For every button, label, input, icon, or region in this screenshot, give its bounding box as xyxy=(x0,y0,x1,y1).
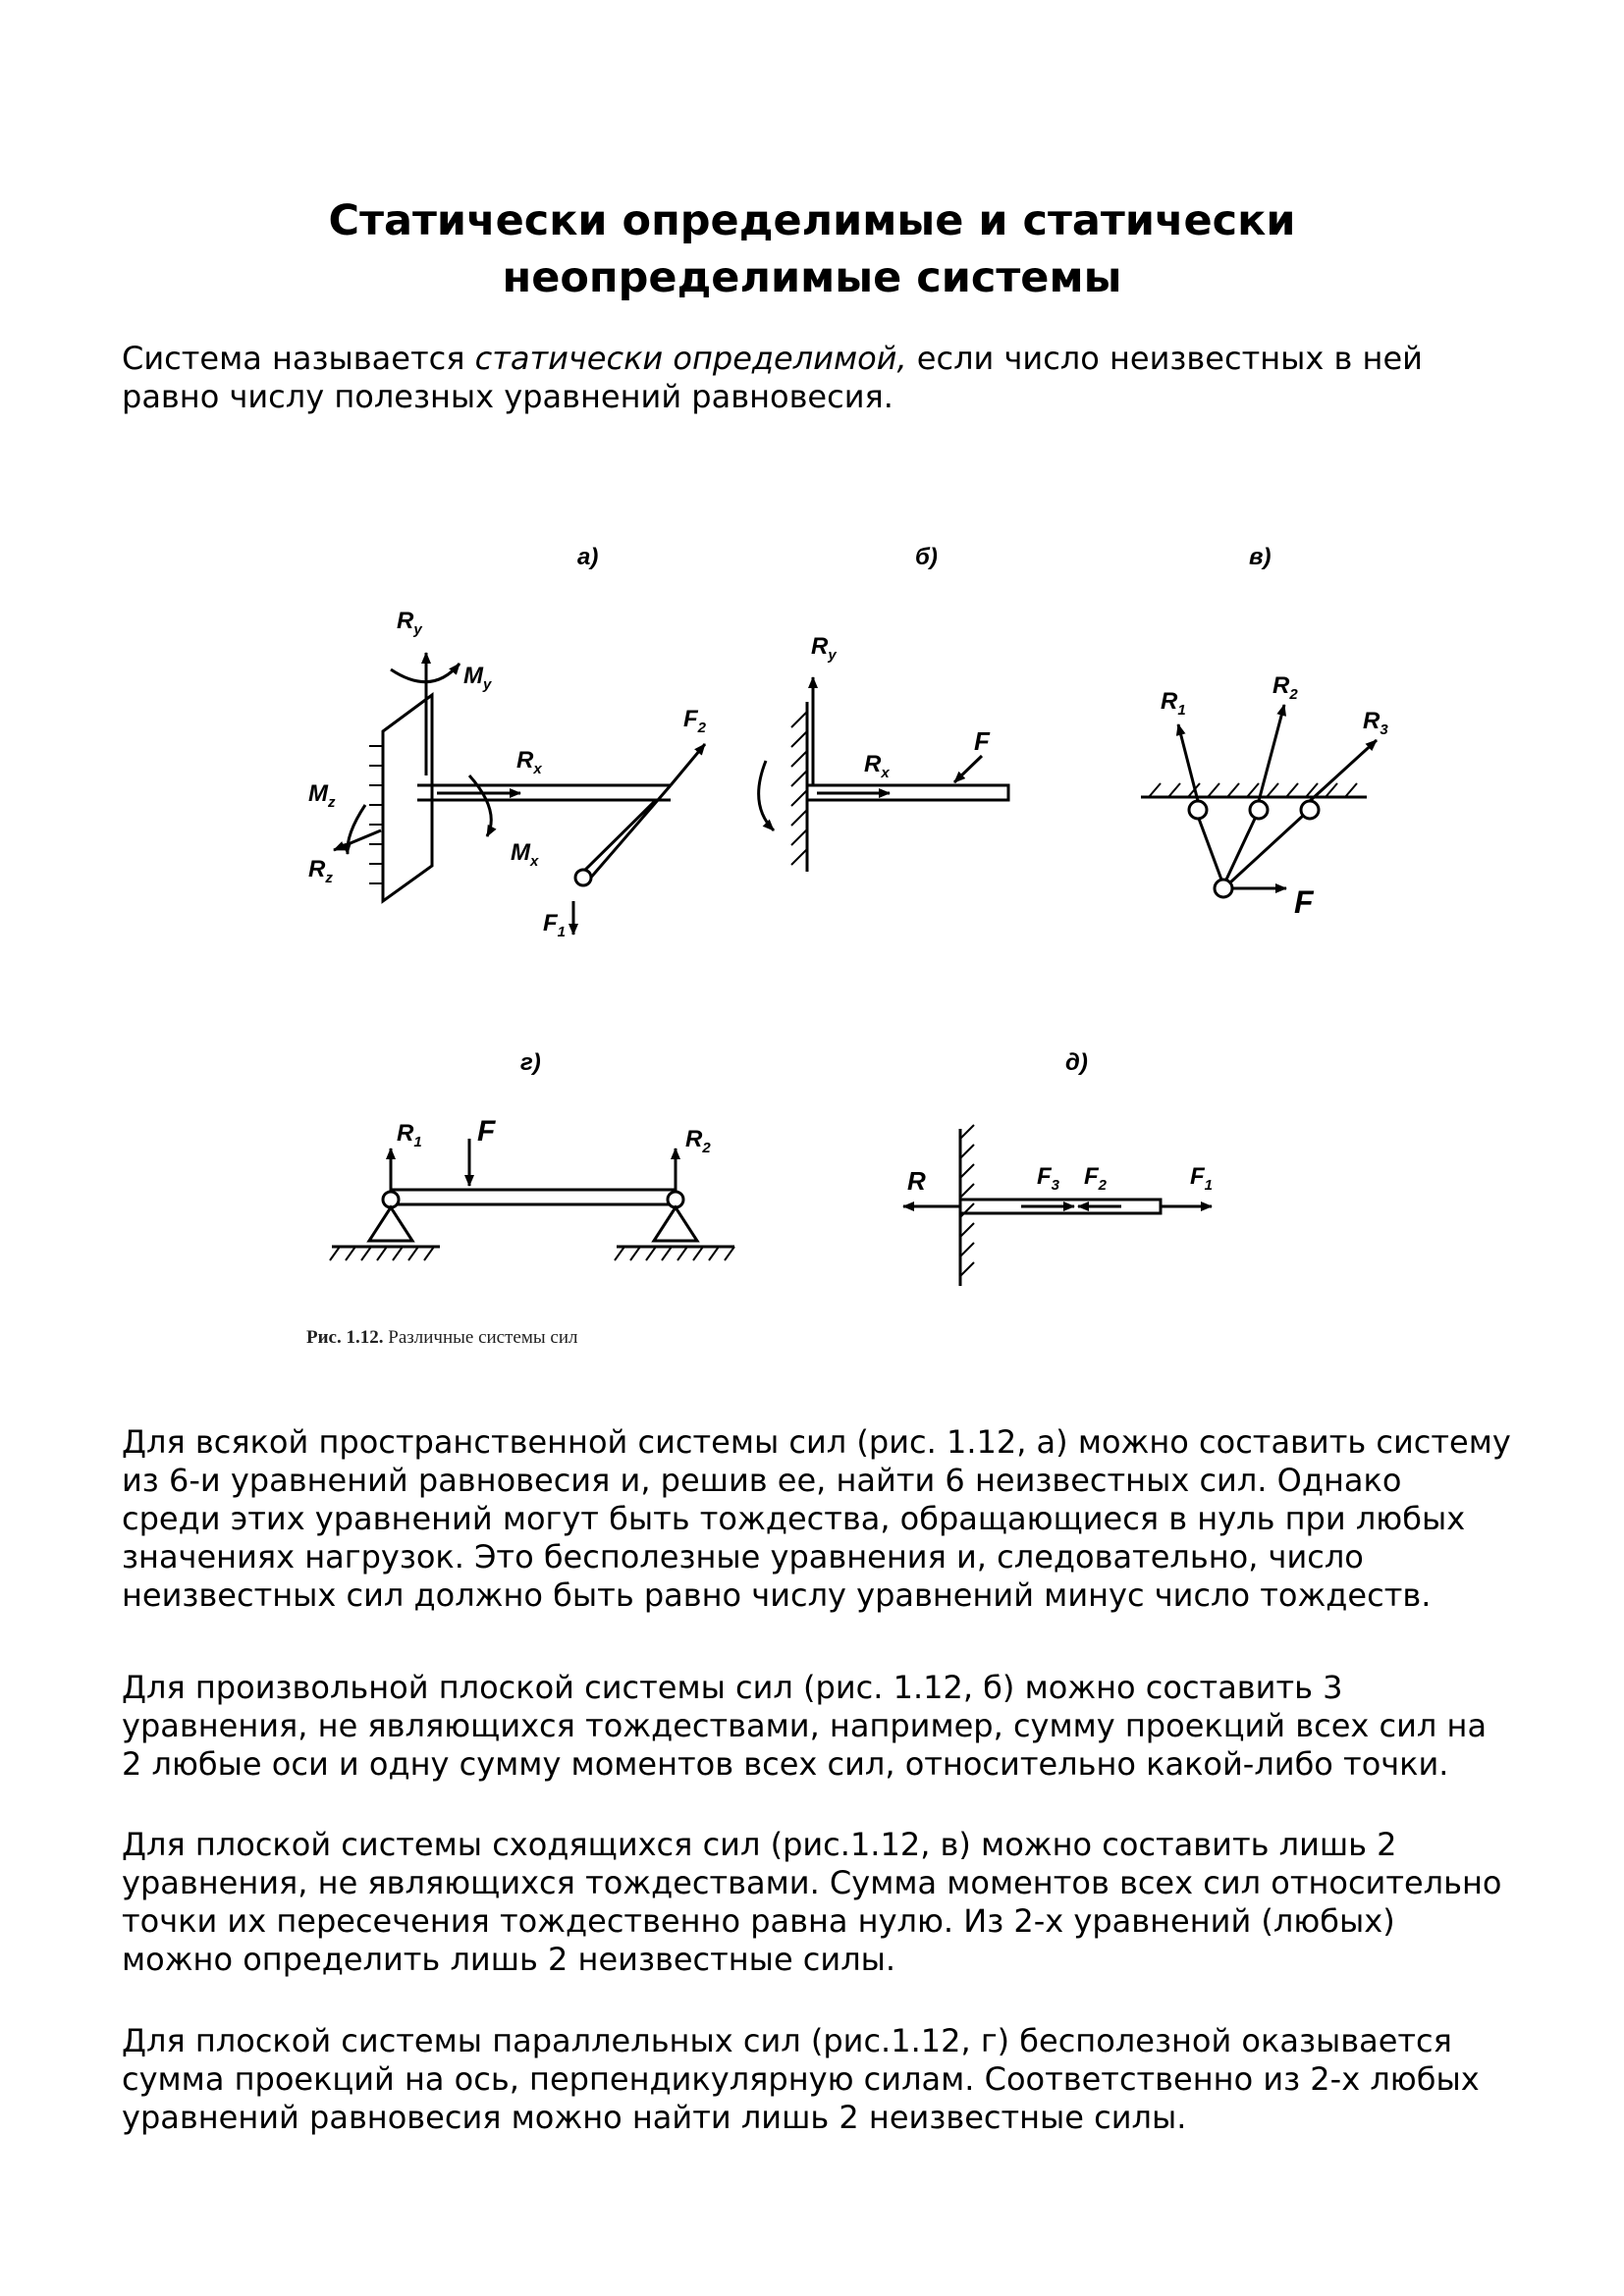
label-Rz-sub: z xyxy=(325,870,333,886)
panel-label-b: б) xyxy=(915,544,938,570)
label-F3-d: F xyxy=(1037,1163,1052,1190)
svg-text:F2 xyxy=(1084,1163,1108,1194)
label-Mz-sub: z xyxy=(328,794,336,811)
support-g-left xyxy=(369,1207,412,1241)
label-F2-d-sub: 2 xyxy=(1098,1177,1108,1194)
labels-a xyxy=(308,608,707,940)
label-R-d: R xyxy=(907,1166,926,1196)
label-F1-d-sub: 1 xyxy=(1204,1177,1214,1194)
moment-b xyxy=(759,761,774,830)
label-Ry-a: R xyxy=(397,608,414,634)
intro-line-2: равно числу полезных уравнений равновесия. xyxy=(122,378,893,415)
label-F1: F xyxy=(543,910,558,936)
svg-text:Ry xyxy=(811,633,837,664)
figure-caption xyxy=(306,1327,577,1349)
paragraph-line: среди этих уравнений могут быть тождества, обращающиеся в нуль при любых xyxy=(122,1500,1466,1537)
panel-label-v: в) xyxy=(1249,544,1272,570)
rod-v-1 xyxy=(1199,819,1221,880)
labels-b xyxy=(811,633,991,781)
svg-text:Mx xyxy=(511,839,539,870)
paragraph-line: уравнений равновесия можно найти лишь 2 неизвестные силы. xyxy=(122,2099,1187,2136)
figure-caption-number: Рис. 1.12. xyxy=(306,1327,384,1348)
paragraph-line: неизвестных сил должно быть равно числу уравнений минус число тождеств. xyxy=(122,1576,1432,1614)
paragraph-line: точки их пересечения тождественно равна нулю. Из 2-х уравнений (любых) xyxy=(122,1902,1395,1940)
paragraph-3 xyxy=(122,1826,1536,1979)
label-F-v: F xyxy=(1294,884,1314,920)
label-Rx-b-sub: x xyxy=(881,765,890,781)
paragraph-1 xyxy=(122,1423,1536,1615)
rod-v-2 xyxy=(1226,819,1255,880)
labels-g xyxy=(397,1115,711,1156)
label-Rx-a: R xyxy=(516,747,534,774)
arrow-F2 xyxy=(671,744,705,785)
label-R3-v-sub: 3 xyxy=(1380,721,1388,738)
paragraph-line: из 6-и уравнений равновесия и, решив ее, найти 6 неизвестных сил. Однако xyxy=(122,1462,1402,1499)
arrow-R2-v xyxy=(1259,705,1284,801)
hinge-v-node xyxy=(1215,880,1232,897)
diagram-d-collinear-system xyxy=(903,1125,1212,1286)
diagram-v-concurrent-system xyxy=(1141,705,1377,897)
hinge-v-1 xyxy=(1189,801,1207,819)
label-R1-v-sub: 1 xyxy=(1177,702,1186,719)
svg-text:F2 xyxy=(683,706,707,736)
paragraph-line: Для всякой пространственной системы сил (рис. 1.12, а) можно составить систему xyxy=(122,1423,1511,1461)
label-Ry-b: R xyxy=(811,633,829,660)
title-line-1: Статически определимые и статически xyxy=(328,196,1296,245)
label-R1-v: R xyxy=(1161,688,1178,715)
intro-text-a: Система называется xyxy=(122,340,475,377)
hinge-v-3 xyxy=(1301,801,1319,819)
label-Rz: R xyxy=(308,856,326,882)
label-My-sub: y xyxy=(483,676,492,693)
arrow-R1-v xyxy=(1178,724,1198,801)
paragraph-line: значениях нагрузок. Это бесполезные уравнения и, следовательно, число xyxy=(122,1538,1364,1575)
label-F3-d-sub: 3 xyxy=(1051,1177,1060,1194)
labels-d xyxy=(907,1163,1213,1196)
svg-text:My xyxy=(463,663,492,693)
svg-text:F1 xyxy=(1190,1163,1213,1194)
arrow-R3-v xyxy=(1310,740,1377,801)
label-R2-v-sub: 2 xyxy=(1289,686,1298,703)
label-F1-d: F xyxy=(1190,1163,1205,1190)
paragraph-line: Для плоской системы сходящихся сил (рис.1.12, в) можно составить лишь 2 xyxy=(122,1826,1397,1863)
beam-g xyxy=(391,1190,676,1204)
label-Rx-b: R xyxy=(864,751,882,777)
svg-text:R1 xyxy=(397,1120,422,1150)
label-R3-v: R xyxy=(1363,708,1380,734)
label-Mz: M xyxy=(308,780,328,807)
paragraph-line: уравнения, не являющихся тождествами. Сумма моментов всех сил относительно xyxy=(122,1864,1502,1901)
paragraph-4 xyxy=(122,2022,1536,2137)
svg-text:Rz xyxy=(308,856,333,886)
beam-a-end xyxy=(575,870,591,885)
panel-label-d: д) xyxy=(1065,1049,1088,1076)
svg-text:R2 xyxy=(685,1126,711,1156)
paragraph-line: можно определить лишь 2 неизвестные силы. xyxy=(122,1941,896,1978)
title-line-2: неопределимые системы xyxy=(502,253,1122,302)
label-R2-g-sub: 2 xyxy=(702,1140,711,1156)
label-Rx-a-sub: x xyxy=(533,761,542,777)
svg-text:Rx xyxy=(864,751,890,781)
intro-text-b: если число неизвестных в ней xyxy=(906,340,1423,377)
label-My: M xyxy=(463,663,483,689)
diagram-a-spatial-system xyxy=(334,653,705,934)
hinge-v-2 xyxy=(1250,801,1268,819)
label-Mx: M xyxy=(511,839,530,866)
paragraph-line: уравнения, не являющихся тождествами, например, сумму проекций всех сил на xyxy=(122,1707,1488,1744)
figure-caption-text: Различные системы сил xyxy=(383,1327,578,1348)
svg-text:R3 xyxy=(1363,708,1388,738)
arrow-Rz xyxy=(334,830,381,850)
intro-term: статически определимой, xyxy=(474,340,907,377)
label-R2-v: R xyxy=(1272,672,1290,699)
svg-text:R1 xyxy=(1161,688,1186,719)
arrow-F-b xyxy=(954,756,982,782)
label-F-b: F xyxy=(974,726,990,756)
label-Mx-sub: x xyxy=(530,853,539,870)
paragraph-line: сумма проекций на ось, перпендикулярную силам. Соответственно из 2-х любых xyxy=(122,2060,1480,2098)
support-g-right xyxy=(654,1207,697,1241)
moment-Mz xyxy=(348,805,365,854)
label-F2-sub: 2 xyxy=(697,720,707,736)
svg-text:Rx xyxy=(516,747,542,777)
label-F-g: F xyxy=(477,1115,496,1148)
svg-text:F3 xyxy=(1037,1163,1060,1194)
diagram-g-parallel-system xyxy=(330,1139,734,1260)
svg-text:R2 xyxy=(1272,672,1298,703)
label-Ry-b-sub: y xyxy=(828,647,837,664)
paragraph-line: Для произвольной плоской системы сил (рис. 1.12, б) можно составить 3 xyxy=(122,1669,1343,1706)
paragraph-line: Для плоской системы параллельных сил (рис.1.12, г) бесполезной оказывается xyxy=(122,2022,1452,2059)
label-F1-sub: 1 xyxy=(557,924,567,940)
label-R1-g-sub: 1 xyxy=(413,1134,422,1150)
label-F2: F xyxy=(683,706,698,732)
svg-text:F1 xyxy=(543,910,566,940)
svg-text:Ry xyxy=(397,608,422,638)
paragraph-2 xyxy=(122,1669,1536,1784)
panel-label-a: а) xyxy=(577,544,599,570)
label-F2-d: F xyxy=(1084,1163,1099,1190)
paragraph-line: 2 любые оси и одну сумму моментов всех сил, относительно какой-либо точки. xyxy=(122,1745,1449,1783)
label-R1-g: R xyxy=(397,1120,414,1147)
panel-label-g: г) xyxy=(520,1049,541,1076)
label-R2-g: R xyxy=(685,1126,703,1152)
label-Ry-a-sub: y xyxy=(413,621,422,638)
svg-text:Mz xyxy=(308,780,336,811)
